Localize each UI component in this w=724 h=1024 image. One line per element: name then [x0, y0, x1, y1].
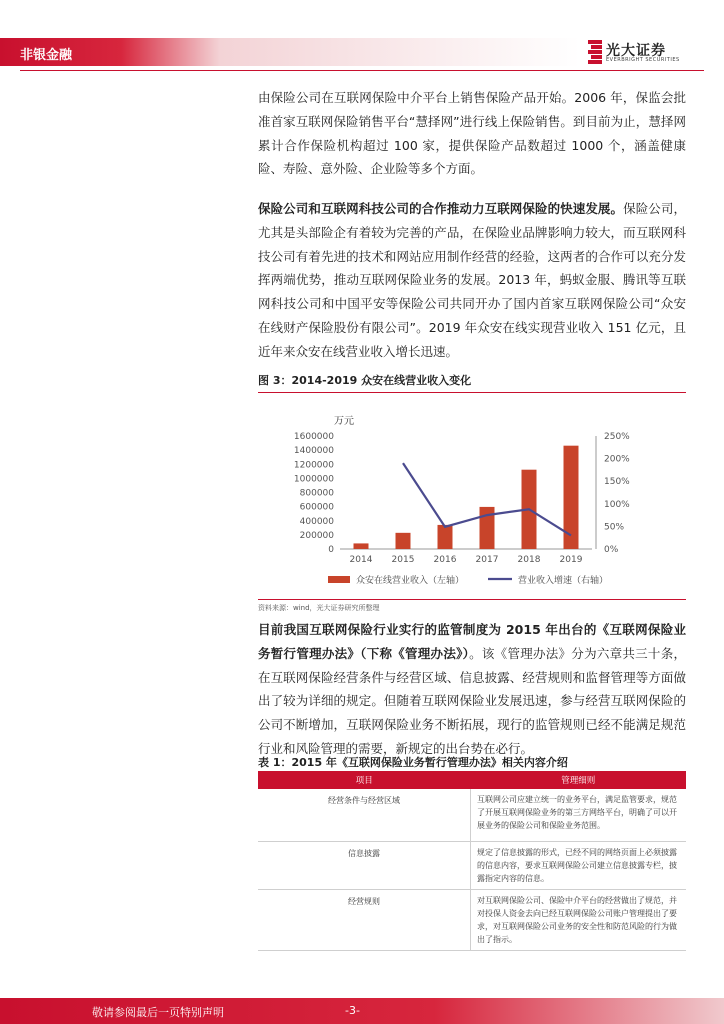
- legend-label-line: 营业收入增速（右轴）: [518, 576, 609, 586]
- rules-table: [258, 771, 686, 951]
- legend-label-bar: 众安在线营业收入（左轴）: [356, 576, 465, 586]
- left-axis-unit: 万元: [334, 416, 354, 427]
- y-tick-right: 50%: [604, 522, 625, 533]
- y-tick-left: 200000: [299, 530, 334, 541]
- x-tick-label: 2018: [517, 555, 541, 565]
- table-header-content: 管理细则: [471, 771, 687, 789]
- page-number: -3-: [345, 1004, 360, 1017]
- x-tick-label: 2019: [559, 555, 583, 565]
- revenue-chart: [262, 398, 662, 598]
- paragraph-cooperation-lead: 保险公司和互联网科技公司的合作推动力互联网保险的快速发展。: [258, 201, 624, 216]
- x-tick-label: 2014: [349, 555, 373, 565]
- y-tick-right: 100%: [604, 499, 630, 510]
- y-tick-left: 800000: [299, 488, 334, 499]
- y-tick-left: 1600000: [293, 432, 334, 442]
- paragraph-regulation-body: 。该《管理办法》分为六章共三十条，在互联网保险经营条件与经营区域、信息披露、经营规则和监督管理等方面做出了较为详细的规定。但随着互联网保险业发展迅速，参与经营互联网保险的公司不断增加，互联网保险业务不断拓展，现行的监管规则已经不能满足规范行业和风险管理的需要，新规定的出台势在必行。: [258, 645, 686, 756]
- y-tick-left: 1200000: [293, 460, 334, 471]
- bar-revenue: [354, 543, 369, 549]
- paragraph-cooperation: [258, 197, 686, 364]
- y-tick-right: 250%: [604, 432, 630, 442]
- y-tick-right: 0%: [604, 545, 619, 555]
- table-header-item: 项目: [258, 771, 471, 789]
- table-cell-content: 互联网公司应建立统一的业务平台，满足监管要求，规范了开展互联网保险业务的第三方网络平台，明确了可以开展业务的保险公司和保险业务范围。: [471, 789, 687, 841]
- bar-revenue: [438, 525, 453, 549]
- y-tick-left: 1400000: [293, 446, 334, 457]
- y-tick-left: 1000000: [293, 474, 334, 485]
- bar-revenue: [396, 533, 411, 549]
- table-cell-item: 经营条件与经营区域: [258, 789, 471, 841]
- y-tick-left: 400000: [299, 516, 334, 527]
- y-tick-left: 0: [328, 545, 334, 555]
- brand-logo-icon: [588, 40, 602, 64]
- x-tick-label: 2017: [475, 555, 499, 565]
- paragraph-regulation-lead: 目前我国互联网保险行业实行的监管制度为 2015 年出台的《互联网保险业务暂行管理办法》（下称《管理办法》）: [258, 622, 686, 661]
- table-cell-content: 规定了信息披露的形式，已经不同的网络页面上必须披露的信息内容，要求互联网保险公司建立信息披露专栏，披露指定内容的信息。: [471, 841, 687, 889]
- table-cell-item: 信息披露: [258, 841, 471, 889]
- header-fade: [220, 38, 580, 66]
- y-tick-right: 200%: [604, 454, 630, 465]
- brand-logo: [588, 40, 698, 68]
- figure-divider: [258, 599, 686, 600]
- y-tick-right: 150%: [604, 477, 630, 488]
- figure-source: 资料来源：wind，光大证券研究所整理: [258, 604, 380, 612]
- brand-name: 光大证券: [606, 43, 666, 59]
- header-divider: [20, 70, 704, 71]
- footer-disclaimer: 敬请参阅最后一页特别声明: [92, 1006, 224, 1019]
- paragraph-cooperation-body: 保险公司，尤其是头部险企有着较为完善的产品，在保险业品牌影响力较大，而互联网科技公司有着先进的技术和网站应用制作经营的经验，这两者的合作可以充分发挥两端优势，推动互联网保险业务的发展。2013 年，蚂蚁金服、腾讯等互联网科技公司和中国平安等保险公司共同开办了国内首家互联网保险公司“众安在线财产保险股份有限公司”。2019 年众安在线实现营业收入 151 亿元，且近年来众安在线营业收入增长迅速。: [258, 201, 686, 359]
- y-tick-left: 600000: [299, 502, 334, 513]
- figure-title: 图 3：2014-2019 众安在线营业收入变化: [258, 372, 686, 393]
- bar-revenue: [564, 446, 579, 549]
- table-row: [258, 841, 686, 889]
- x-tick-label: 2016: [433, 555, 457, 565]
- paragraph-huize: 由保险公司在互联网保险中介平台上销售保险产品开始。2006 年，保监会批准首家互联网保险销售平台“慧择网”进行线上保险销售。到目前为止，慧择网累计合作保险机构超过 100 家，提供保险产品数超过 1000 个，涵盖健康险、寿险、意外险、企业险等多个方面。: [258, 90, 686, 177]
- section-title: 非银金融: [20, 48, 73, 63]
- brand-name-en: EVERBRIGHT SECURITIES: [606, 57, 680, 63]
- table-cell-content: 对互联网保险公司、保险中介平台的经营做出了规范，并对投保人资金去向已经互联网保险公司账户管理提出了要求，对互联网保险公司业务的安全性和防范风险的行为做出了指示。: [471, 889, 687, 950]
- bar-revenue: [480, 507, 495, 549]
- table-title: 表 1：2015 年《互联网保险业务暂行管理办法》相关内容介绍: [258, 756, 568, 769]
- table-row: [258, 889, 686, 950]
- table-row: [258, 789, 686, 841]
- x-tick-label: 2015: [391, 555, 415, 565]
- legend-swatch-bar: [328, 576, 350, 583]
- table-cell-item: 经营规则: [258, 889, 471, 950]
- paragraph-regulation: [258, 618, 686, 761]
